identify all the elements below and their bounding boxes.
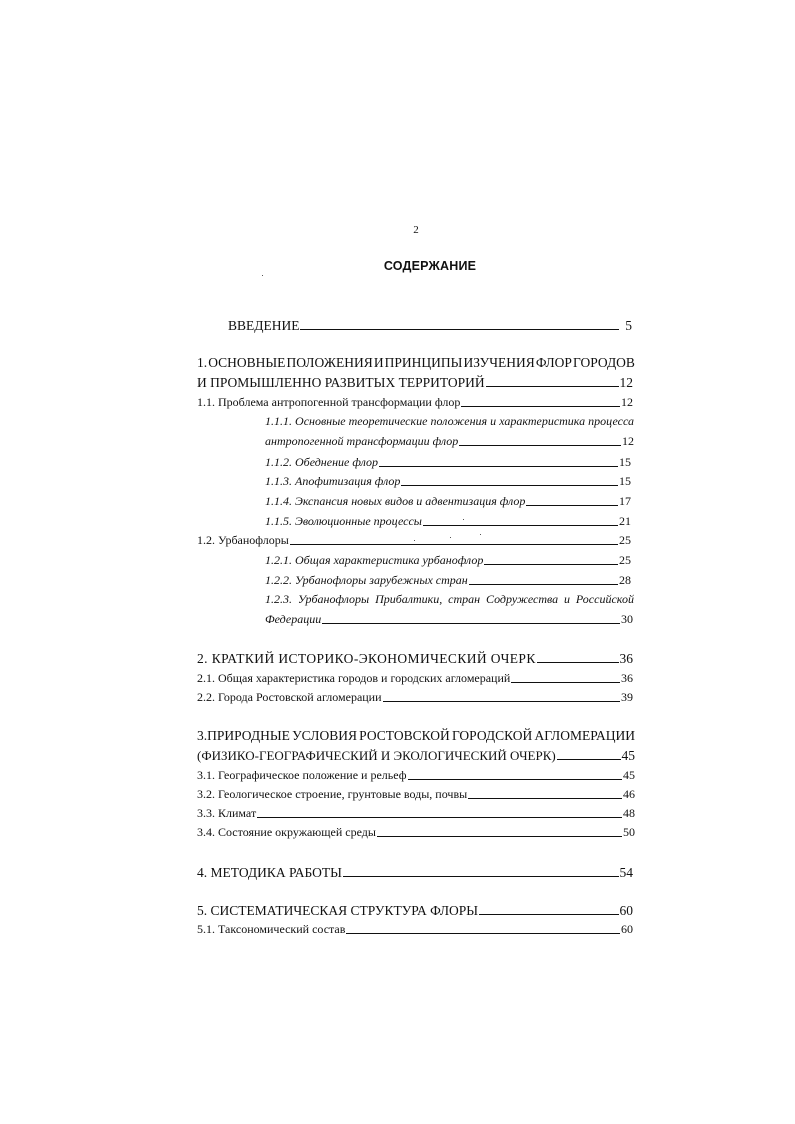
word: ГОРОДОВ (573, 355, 635, 370)
leader-line (408, 779, 622, 780)
toc-entry-1-2-3-line2[interactable] (265, 611, 633, 627)
toc-entry-3-1[interactable] (197, 767, 635, 783)
leader-line (484, 564, 618, 565)
leader-line (511, 682, 620, 683)
word: положения (430, 414, 488, 428)
leader-line (557, 759, 621, 760)
toc-entry-label: 4. МЕТОДИКА РАБОТЫ (197, 865, 342, 880)
word: АГЛОМЕРАЦИИ (534, 728, 635, 743)
word: И (373, 355, 384, 370)
toc-entry-3-4[interactable] (197, 824, 635, 840)
scan-speck (480, 534, 481, 535)
word: ИЗУЧЕНИЯ (463, 355, 535, 370)
toc-entry-label: 5. СИСТЕМАТИЧЕСКАЯ СТРУКТУРА ФЛОРЫ (197, 903, 479, 918)
toc-entry-label: 1.1.2. Обеднение флор (265, 455, 378, 469)
leader-line (300, 329, 619, 330)
toc-entry-ch5[interactable] (197, 902, 633, 918)
toc-entry-page: 36 (621, 671, 633, 685)
scan-speck (414, 540, 415, 541)
toc-entry-page: 17 (619, 494, 631, 508)
leader-line (322, 623, 620, 624)
toc-entry-label: 5.1. Таксономический состав (197, 922, 346, 936)
toc-entry-1-1[interactable] (197, 394, 633, 410)
leader-line (526, 505, 618, 506)
word: процесса (588, 414, 634, 428)
leader-line (423, 525, 618, 526)
toc-entry-2-1[interactable] (197, 670, 633, 686)
toc-entry-label: 1.1.5. Эволюционные процессы (265, 514, 422, 528)
toc-entry-page: 50 (623, 825, 635, 839)
leader-line (461, 406, 620, 407)
leader-line (379, 466, 618, 467)
toc-entry-1-1-5[interactable] (265, 513, 631, 529)
toc-entry-ch3-line2[interactable] (197, 747, 635, 763)
toc-entry-page: 60 (619, 903, 633, 918)
toc-entry-page: 12 (621, 395, 633, 409)
word: стран (448, 592, 481, 606)
toc-entry-1-1-4[interactable] (265, 493, 631, 509)
toc-entry-1-1-1-line1[interactable] (265, 414, 634, 429)
toc-entry-page: 36 (619, 651, 633, 666)
leader-line (468, 798, 622, 799)
toc-entry-1-1-1-line2[interactable] (265, 433, 634, 449)
toc-entry-label: 3.2. Геологическое строение, грунтовые воды, почвы (197, 787, 468, 801)
word: Содружества (485, 592, 559, 606)
toc-entry-label: 1.2.1. Общая характеристика урбанофлор (265, 553, 484, 567)
word: 1.1.1. (265, 414, 292, 428)
toc-entry-page: 5 (625, 318, 632, 333)
toc-entry-label: И ПРОМЫШЛЕННО РАЗВИТЫХ ТЕРРИТОРИЙ (197, 375, 485, 390)
word: и (490, 414, 497, 428)
toc-entry-page: 45 (621, 748, 635, 763)
toc-entry-3-3[interactable] (197, 805, 635, 821)
scan-speck (262, 275, 263, 276)
toc-entry-page: 12 (622, 434, 634, 448)
toc-entry-1-2-2[interactable] (265, 572, 631, 588)
toc-title: СОДЕРЖАНИЕ (383, 259, 477, 273)
toc-entry-page: 48 (623, 806, 635, 820)
word: теоретические (348, 414, 428, 428)
word: Прибалтики, (375, 592, 443, 606)
toc-entry-label: 1.2.2. Урбанофлоры зарубежных стран (265, 573, 468, 587)
toc-entry-page: 15 (619, 455, 631, 469)
toc-entry-1-2-1[interactable] (265, 552, 631, 568)
toc-entry-2-2[interactable] (197, 689, 633, 705)
toc-entry-label: 2.2. Города Ростовской агломерации (197, 690, 382, 704)
word: ПРИНЦИПЫ (384, 355, 463, 370)
leader-line (377, 836, 622, 837)
scan-speck (450, 537, 451, 538)
leader-line (343, 876, 619, 877)
toc-entry-page: 25 (619, 533, 631, 547)
word: Урбанофлоры (297, 592, 370, 606)
leader-line (383, 701, 620, 702)
leader-line (346, 933, 620, 934)
toc-entry-page: 21 (619, 514, 631, 528)
word: РОСТОВСКОЙ (359, 728, 450, 743)
toc-entry-label: 1.1.4. Экспансия новых видов и адвентизация флор (265, 494, 526, 508)
toc-entry-3-2[interactable] (197, 786, 635, 802)
toc-entry-page: 45 (623, 768, 635, 782)
toc-entry-page: 15 (619, 474, 631, 488)
toc-entry-5-1[interactable] (197, 921, 633, 937)
leader-line (401, 485, 618, 486)
word: ПОЛОЖЕНИЯ (286, 355, 373, 370)
toc-entry-label: 2.1. Общая характеристика городов и городских агломераций (197, 671, 511, 685)
toc-entry-ch2[interactable] (197, 650, 633, 666)
toc-entry-ch4[interactable] (197, 864, 633, 880)
word: Основные (295, 414, 346, 428)
word: ГОРОДСКОЙ (451, 728, 533, 743)
word: ФЛОР (535, 355, 572, 370)
toc-entry-label: 1.1. Проблема антропогенной трансформации флор (197, 395, 461, 409)
leader-line (290, 544, 618, 545)
word: Российской (575, 592, 634, 606)
toc-entry-page: 39 (621, 690, 633, 704)
page-number: 2 (413, 224, 419, 236)
leader-line (486, 386, 619, 387)
leader-line (459, 445, 621, 446)
toc-entry-page: 28 (619, 573, 631, 587)
scan-speck (463, 519, 464, 520)
word: ОСНОВНЫЕ (208, 355, 286, 370)
leader-line (479, 914, 618, 915)
toc-entry-1-2-3-line1[interactable] (265, 592, 634, 607)
word: и (564, 592, 571, 606)
word: 3.ПРИРОДНЫЕ (197, 728, 290, 743)
toc-entry-1-1-3[interactable] (265, 473, 631, 489)
toc-entry-page: 46 (623, 787, 635, 801)
toc-entry-intro[interactable] (228, 317, 632, 333)
word: УСЛОВИЯ (292, 728, 357, 743)
toc-entry-page: 12 (619, 375, 633, 390)
leader-line (537, 662, 619, 663)
toc-entry-1-1-2[interactable] (265, 454, 631, 470)
toc-entry-label: (ФИЗИКО-ГЕОГРАФИЧЕСКИЙ И ЭКОЛОГИЧЕСКИЙ ОЧЕРК) (197, 748, 556, 763)
toc-entry-label: 3.4. Состояние окружающей среды (197, 825, 376, 839)
word: 1. (197, 355, 208, 370)
toc-entry-label: 1.1.3. Апофитизация флор (265, 474, 401, 488)
toc-entry-label: 3.3. Климат (197, 806, 257, 820)
toc-entry-page: 30 (621, 612, 633, 626)
toc-entry-page: 60 (621, 922, 633, 936)
toc-entry-label: 1.2. Урбанофлоры (197, 533, 289, 547)
word: 1.2.3. (265, 592, 292, 606)
toc-entry-ch1-line2[interactable] (197, 374, 633, 390)
toc-entry-page: 25 (619, 553, 631, 567)
toc-entry-ch1-line1[interactable] (197, 355, 635, 370)
leader-line (469, 584, 618, 585)
word: характеристика (499, 414, 586, 428)
toc-entry-label: антропогенной трансформации флор (265, 434, 459, 448)
toc-entry-ch3-line1[interactable] (197, 728, 635, 743)
toc-entry-label: ВВЕДЕНИЕ (228, 318, 300, 333)
toc-entry-page: 54 (619, 865, 633, 880)
toc-entry-label: Федерации (265, 612, 322, 626)
toc-entry-label: 2. КРАТКИЙ ИСТОРИКО-ЭКОНОМИЧЕСКИЙ ОЧЕРК (197, 651, 536, 666)
toc-entry-label: 3.1. Географическое положение и рельеф (197, 768, 407, 782)
leader-line (257, 817, 622, 818)
